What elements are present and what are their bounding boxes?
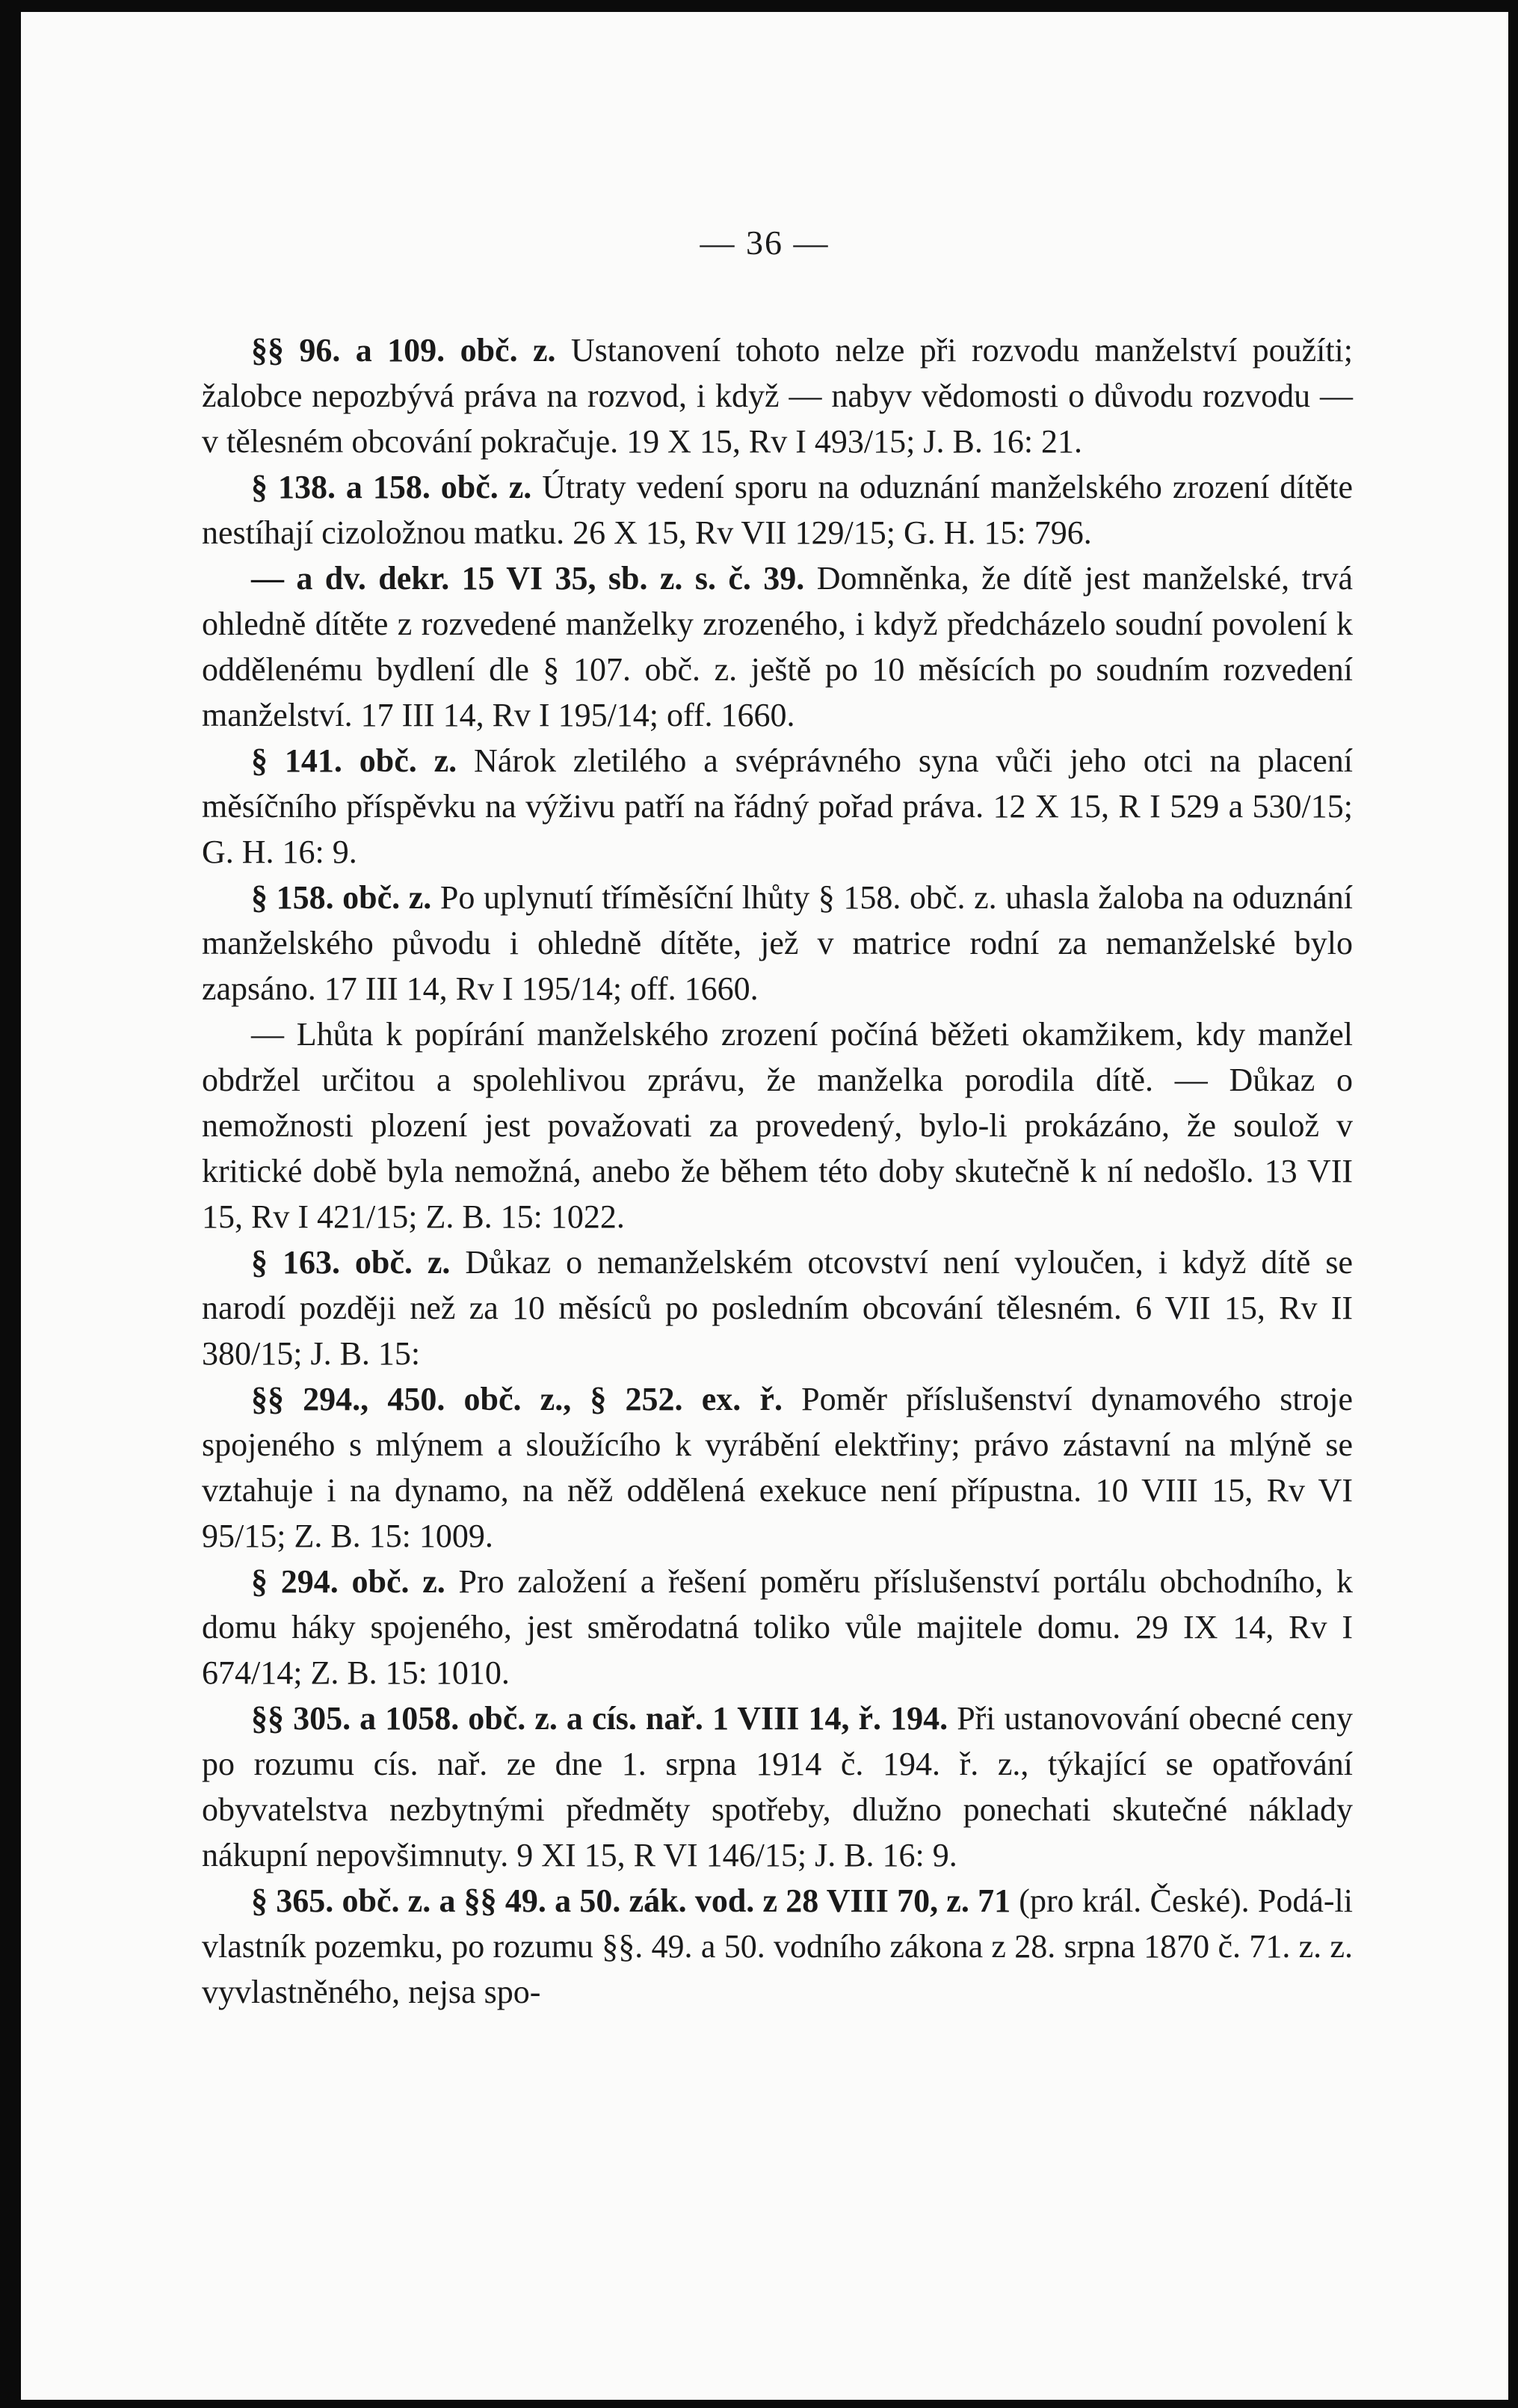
legal-reference: §§ 96. a 109. obč. z.: [251, 332, 556, 369]
paragraph: [202, 1878, 1353, 2015]
paragraph-text: Útraty vedení sporu na oduznání manželského zrození dítěte nestíhají cizoložnou matku. 26 X 15, Rv VII 129/15; G. H. 15: 796.: [202, 469, 1353, 551]
legal-reference: §§ 294., 450. obč. z., § 252. ex. ř.: [251, 1381, 783, 1417]
paragraph: [202, 464, 1353, 555]
legal-reference: § 141. obč. z.: [251, 742, 457, 779]
paragraph: [202, 1011, 1353, 1240]
document-page: [21, 12, 1508, 2400]
page-number: — 36 —: [700, 224, 830, 262]
paragraph: [202, 1696, 1353, 1878]
paragraph: [202, 738, 1353, 875]
paragraph-text: Poměr příslušenství dynamového stroje spojeného s mlýnem a sloužícího k vyrábění elektřiny; právo zástavní na mlýně se vztahuje i na dynamo, na něž oddělená exekuce není přípustna. 10 VIII 15, Rv VI 95/15; Z. B. 15: 1009.: [202, 1381, 1353, 1554]
paragraph: [202, 327, 1353, 464]
paragraph: [202, 875, 1353, 1011]
legal-reference: § 365. obč. z. a §§ 49. a 50. zák. vod. z 28 VIII 70, z. 71: [251, 1882, 1011, 1919]
legal-reference: § 294. obč. z.: [251, 1563, 445, 1600]
legal-reference: § 158. obč. z.: [251, 879, 432, 916]
paragraph-text: Pro založení a řešení poměru příslušenství portálu obchodního, k domu háky spojeného, jest směrodatná toliko vůle majitele domu. 29 IX 14, Rv I 674/14; Z. B. 15: 1010.: [202, 1563, 1353, 1691]
paragraph-text: — Lhůta k popírání manželského zrození počíná běžeti okamžikem, kdy manžel obdržel určitou a spolehlivou zprávu, že manželka porodila dítě. — Důkaz o nemožnosti plození jest považovati za provedený, bylo-li prokázáno, že soulož v kritické době byla nemožná, anebo že během této doby skutečně k ní nedošlo. 13 VII 15, Rv I 421/15; Z. B. 15: 1022.: [202, 1016, 1353, 1235]
paragraph-text: Nárok zletilého a svéprávného syna vůči jeho otci na placení měsíčního příspěvku na výživu patří na řádný pořad práva. 12 X 15, R I 529 a 530/15; G. H. 16: 9.: [202, 742, 1353, 870]
paragraph: [202, 555, 1353, 738]
paragraph: [202, 1559, 1353, 1696]
paragraph-text: Při ustanovování obecné ceny po rozumu cís. nař. ze dne 1. srpna 1914 č. 194. ř. z., týkající se opatřování obyvatelstva nezbytnými předměty spotřeby, dlužno ponechati skutečné náklady nákupní nepovšimnuty. 9 XI 15, R VI 146/15; J. B. 16: 9.: [202, 1700, 1354, 1873]
paragraph-text: Po uplynutí tříměsíční lhůty § 158. obč. z. uhasla žaloba na oduznání manželského původu i ohledně dítěte, jež v matrice rodní za nemanželské bylo zapsáno. 17 III 14, Rv I 195/14; off. 1660.: [202, 879, 1353, 1007]
paragraph-text: (pro král. České). Podá-li vlastník pozemku, po rozumu §§. 49. a 50. vodního zákona z 28. srpna 1870 č. 71. z. z. vyvlastněného, nejsa spo-: [202, 1882, 1353, 2010]
paragraph-text: Ustanovení tohoto nelze při rozvodu manželství použíti; žalobce nepozbývá práva na rozvod, i když — nabyv vědomosti o důvodu rozvodu — v tělesném obcování pokračuje. 19 X 15, Rv I 493/15; J. B. 16: 21.: [202, 332, 1354, 460]
paragraph-text: Důkaz o nemanželském otcovství není vyloučen, i když dítě se narodí později než za 10 měsíců po posledním obcování tělesném. 6 VII 15, Rv II 380/15; J. B. 15:: [202, 1244, 1353, 1372]
document-body: [202, 327, 1353, 2015]
legal-reference: § 138. a 158. obč. z.: [251, 469, 532, 505]
legal-reference: — a dv. dekr. 15 VI 35, sb. z. s. č. 39.: [251, 560, 805, 597]
paragraph-text: Domněnka, že dítě jest manželské, trvá ohledně dítěte z rozvedené manželky zrozeného, i když předcházelo soudní povolení k oddělenému bydlení dle § 107. obč. z. ještě po 10 měsících po soudním rozvedení manželství. 17 III 14, Rv I 195/14; off. 1660.: [202, 560, 1353, 733]
legal-reference: § 163. obč. z.: [251, 1244, 451, 1281]
paragraph: [202, 1376, 1353, 1559]
paragraph: [202, 1240, 1353, 1376]
legal-reference: §§ 305. a 1058. obč. z. a cís. nař. 1 VIII 14, ř. 194.: [251, 1700, 948, 1737]
